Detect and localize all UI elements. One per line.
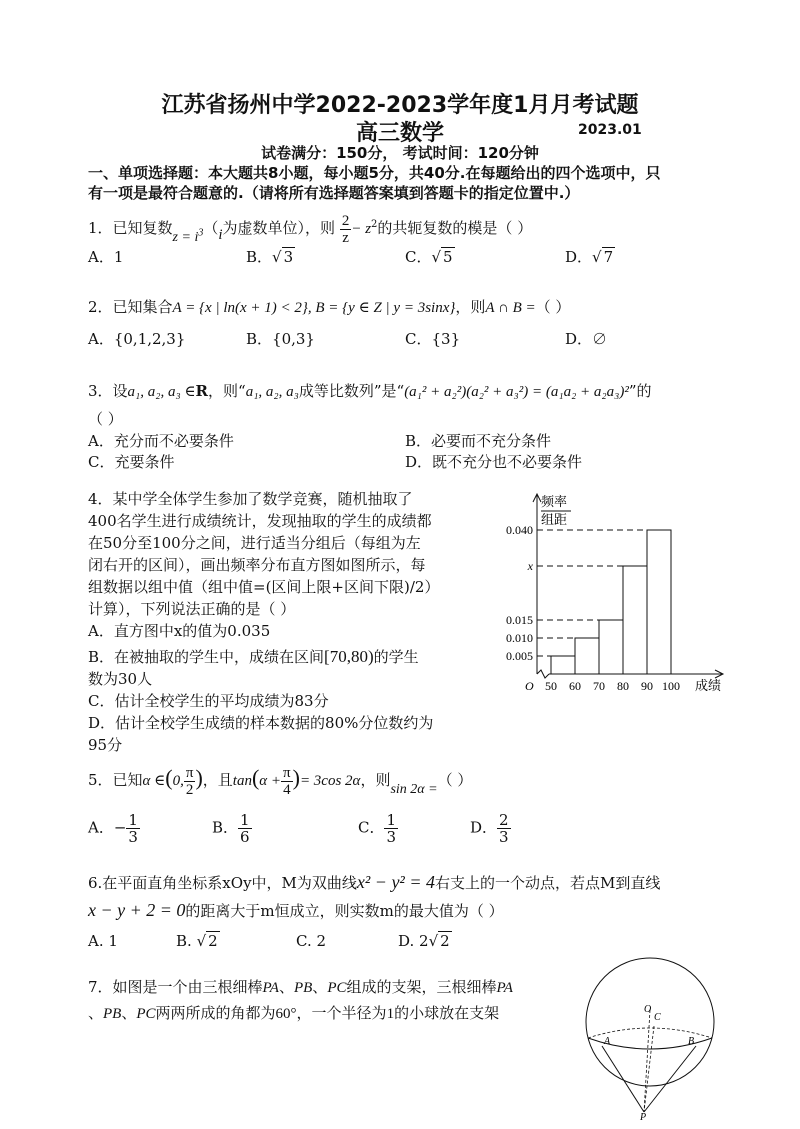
q4-line: 计算），下列说法正确的是（ ） xyxy=(88,600,296,618)
q5-opt-a-d: 3 xyxy=(128,828,138,846)
q7-sep: 、 xyxy=(121,1004,137,1022)
q5-opt-d-d: 3 xyxy=(499,828,509,846)
q5-opt-d-n: 2 xyxy=(499,811,509,829)
q6-hyperbola: x² − y² = 4 xyxy=(356,872,435,892)
axis-break xyxy=(537,670,549,678)
q5-sin: sin 2α = xyxy=(390,782,438,797)
q5-opt-a-sign: − xyxy=(113,818,127,837)
histogram-bar xyxy=(551,656,575,674)
label-p: P xyxy=(640,1112,647,1122)
q3-vars: a₁, a₂, a₃ ∈ xyxy=(127,384,196,400)
q6-suffix: 的距离大于m恒成立，则实数m的最大值为（ ） xyxy=(185,902,504,920)
q6-opt-b-label: B. xyxy=(176,932,192,950)
q2-prefix: 2．已知集合 xyxy=(88,298,173,316)
q5-four: 4 xyxy=(283,781,291,798)
y-axis-label-top: 频率 xyxy=(541,495,568,510)
question-7-line2 xyxy=(88,1002,499,1023)
q4-option-a: A．直方图中x的值为0.035 xyxy=(88,622,271,640)
histogram-group xyxy=(506,494,723,694)
question-6-line2 xyxy=(88,900,504,921)
q7-pb: PB xyxy=(293,980,313,996)
section-heading-line2: 有一项是最符合题意的.（请将所有选择题答案填到答题卡的指定位置中.） xyxy=(88,184,580,202)
q2-sets: A = {x | ln(x + 1) < 2}, B = {y ∈ Z | y = 3sinx} xyxy=(172,300,456,316)
q3-mid2: 成等比数列”是“ xyxy=(298,382,405,400)
q4-line: 闭右开的区间），画出频率分布直方图如图所示，每 xyxy=(88,556,426,574)
q7-radius: 1 xyxy=(386,1006,395,1022)
y-tick-label: 0.040 xyxy=(506,523,533,537)
q1-suffix: 的共轭复数的模是（ ） xyxy=(377,219,533,237)
q1-sup: 3 xyxy=(198,227,204,239)
q6-option-d: D. 2√ 2 xyxy=(398,932,450,950)
q3-option-c: C．充要条件 xyxy=(88,453,175,471)
question-4 xyxy=(88,488,439,756)
question-7 xyxy=(88,976,513,997)
origin-label: O xyxy=(525,679,534,693)
page-title: 江苏省扬州中学2022-2023学年度1月月考试题 xyxy=(161,93,639,118)
q7-pa: PA xyxy=(262,980,279,996)
q1-opt-d-label: D． xyxy=(565,248,593,266)
x-axis-label: 成绩 xyxy=(695,679,722,694)
q7-text: 两两所成的角都为 xyxy=(155,1004,276,1022)
x-tick-label: 60 xyxy=(569,679,581,693)
q7-sep: 、 xyxy=(278,978,294,996)
q6-prefix: 6.在平面直角坐标系xOy中，M为双曲线 xyxy=(88,874,357,892)
q7-sep: 、 xyxy=(88,1004,104,1022)
rod-pb xyxy=(644,1046,696,1112)
histogram-bar xyxy=(623,566,647,674)
q1-opt-c-value: 5 xyxy=(443,248,453,266)
q3-option-d: D．既不充分也不必要条件 xyxy=(405,453,583,471)
q5-opt-b-n: 1 xyxy=(240,811,250,829)
q7-pc: PC xyxy=(327,980,347,996)
rod-pc xyxy=(644,1026,654,1112)
q2-mid: ，则 xyxy=(455,298,486,316)
y-tick-label: 0.015 xyxy=(506,613,533,627)
question-2 xyxy=(88,296,570,317)
q5-opt-c-label: C． xyxy=(358,818,385,837)
exam-date: 2023.01 xyxy=(578,122,642,138)
q6-option-b: B. √ 2 xyxy=(176,932,218,950)
x-tick-label: 80 xyxy=(617,679,629,693)
histogram-bar xyxy=(575,638,599,674)
q2-expr: A ∩ B = xyxy=(485,300,536,316)
x-tick-label: 70 xyxy=(593,679,605,693)
histogram-bar xyxy=(599,620,623,674)
q3-suffix: ”的 xyxy=(628,382,652,400)
q5-opt-b-label: B． xyxy=(212,818,239,837)
label-o: O xyxy=(644,1004,652,1015)
q6-line: x − y + 2 = 0 xyxy=(88,900,186,920)
y-axis-label-bottom: 组距 xyxy=(541,513,568,528)
q5-opt-a-label: A． xyxy=(88,818,114,837)
q2-option-c: C．{3} xyxy=(405,330,461,348)
frequency-histogram xyxy=(485,484,735,704)
q1-opt-b-label: B． xyxy=(246,248,273,266)
q3-real-set: R xyxy=(195,382,209,400)
y-tick-label: x xyxy=(527,559,533,573)
q1-opt-d-value: 7 xyxy=(603,248,614,266)
q5-interval-l: 0, xyxy=(172,773,184,789)
q7-suffix1: 组成的支架，三根细棒 xyxy=(346,978,497,996)
q3-expr: (a₁² + a₂²)(a₂² + a₃²) = (a₁a₂ + a₂a₃)² xyxy=(404,384,629,400)
q1-option-d: D．√ 7 xyxy=(565,248,614,266)
q5-pi: π xyxy=(185,764,194,781)
q1-opt-c-label: C． xyxy=(405,248,432,266)
q2-option-d: D．∅ xyxy=(565,330,608,348)
q1-note2: 为虚数单位），则 xyxy=(222,219,336,237)
q1-frac-n: 2 xyxy=(341,212,350,229)
q1-frac-d: z xyxy=(342,229,349,246)
label-a: A xyxy=(604,1036,611,1047)
q6-opt-d-value: 2 xyxy=(440,932,450,950)
q4-opt-b-text3: 数为30人 xyxy=(88,670,153,688)
x-tick-label: 100 xyxy=(662,679,680,693)
sphere-tripod-figure xyxy=(578,952,728,1122)
question-6 xyxy=(88,872,660,893)
q1-option-c: C．√ 5 xyxy=(405,248,453,266)
q6-mid: 右支上的一个动点，若点M到直线 xyxy=(434,874,661,892)
q1-z-expr: z = i xyxy=(172,230,199,245)
q4-opt-b-text: B．在被抽取的学生中，成绩在区间 xyxy=(88,648,325,666)
question-5: 5．已知α ∈(0, $\frac{\pi}{2}$ )，且tan(α + $\frac{\pi}{4}$ )= 3cos 2α，则sin 2α =（ ） xyxy=(88,764,473,798)
y-tick-label: 0.005 xyxy=(506,649,533,663)
q4-opt-b-interval: [70,80) xyxy=(324,647,374,666)
sphere-outline xyxy=(586,958,714,1086)
q7-pc2: PC xyxy=(136,1006,156,1022)
q7-prefix: 7．如图是一个由三根细棒 xyxy=(88,978,263,996)
q4-line: 在50分至100分之间，进行适当分组后（每组为左 xyxy=(88,534,421,552)
q5-pi2: π xyxy=(283,764,291,781)
x-tick-label: 50 xyxy=(545,679,557,693)
q5-alpha: α ∈ xyxy=(142,773,166,789)
q3-paren: （ ） xyxy=(88,410,123,428)
q6-opt-d-label: D. 2 xyxy=(398,932,429,950)
q5-opt-c-n: 1 xyxy=(386,811,397,829)
q4-line: 组数据以组中值（组中值=(区间上限+区间下限)/2） xyxy=(88,578,440,596)
q5-tan: tan xyxy=(232,773,252,789)
subject-title: 高三数学 xyxy=(355,121,444,146)
q5-mid: ，且 xyxy=(202,771,233,789)
q4-opt-b-text2: 的学生 xyxy=(373,648,419,666)
q6-opt-b-value: 2 xyxy=(208,932,218,950)
q5-option-b xyxy=(212,812,252,845)
q5-prefix: 5．已知 xyxy=(88,771,143,789)
q5-opt-a-n: 1 xyxy=(128,811,138,829)
q7-pa2: PA xyxy=(496,980,513,996)
q2-option-b: B．{0,3} xyxy=(246,330,315,348)
q4-line: 4．某中学全体学生参加了数学竞赛，随机抽取了 xyxy=(88,490,413,508)
q3-vars2: a₁, a₂, a₃ xyxy=(245,384,299,400)
q5-option-c xyxy=(358,812,398,845)
q7-pb2: PB xyxy=(103,1006,122,1022)
exam-meta: 试卷满分：150分， 考试时间：120分钟 xyxy=(261,144,539,162)
q4-option-b xyxy=(88,646,439,668)
q7-text2: ，一个半径为 xyxy=(296,1004,387,1022)
q5-option-a xyxy=(88,812,140,845)
q1-i: i xyxy=(218,227,223,243)
q7-angle: 60° xyxy=(275,1006,297,1022)
q1-option-a: A．1 xyxy=(88,248,124,266)
center-axis xyxy=(644,1010,650,1112)
question-1 xyxy=(88,208,532,247)
q3-option-a: A．充分而不必要条件 xyxy=(88,432,234,450)
label-b: B xyxy=(688,1036,695,1047)
q4-line: 400名学生进行成绩统计，发现抽取的学生的成绩都 xyxy=(88,512,432,530)
q5-option-d xyxy=(470,812,511,845)
q7-sep: 、 xyxy=(312,978,328,996)
section-heading-line1: 一、单项选择题：本大题共8小题，每小题5分，共40分.在每题给出的四个选项中，只 xyxy=(88,164,661,182)
q6-option-c: C. 2 xyxy=(296,932,327,950)
q5-suffix: （ ） xyxy=(437,771,473,789)
q1-opt-b-value: 3 xyxy=(283,248,294,266)
q3-option-b: B．必要而不充分条件 xyxy=(405,432,552,450)
q3-prefix: 3．设 xyxy=(88,382,128,400)
y-tick-label: 0.010 xyxy=(506,631,533,645)
question-3 xyxy=(88,380,652,401)
histogram-bar xyxy=(647,530,671,674)
q5-two: 2 xyxy=(185,781,194,798)
q1-minus-z: − z xyxy=(351,221,372,237)
q2-suffix: （ ） xyxy=(535,298,571,316)
q5-mid2: ，则 xyxy=(360,771,391,789)
q7-text3: 的小球放在支架 xyxy=(394,1004,500,1022)
label-c: C xyxy=(654,1012,661,1023)
rod-pa xyxy=(602,1046,644,1112)
q1-fraction xyxy=(340,213,352,246)
q5-opt-d-label: D． xyxy=(470,818,498,837)
x-tick-label: 90 xyxy=(641,679,653,693)
q4-option-d: D．估计全校学生成绩的样本数据的80%分位数约为 xyxy=(88,714,434,732)
q5-alpha2: α + xyxy=(259,773,282,789)
q6-option-a: A. 1 xyxy=(88,932,118,950)
q1-sup2: 2 xyxy=(371,219,378,230)
q5-opt-b-d: 6 xyxy=(240,828,250,846)
q3-mid: ，则“ xyxy=(208,382,246,400)
q2-option-a: A．{0,1,2,3} xyxy=(88,330,186,348)
q4-option-d-cont: 95分 xyxy=(88,736,123,754)
q5-rhs: = 3cos 2α xyxy=(299,773,361,789)
q1-option-b: B．√ 3 xyxy=(246,248,294,266)
q1-note-open: （ xyxy=(203,219,219,237)
q4-option-c: C．估计全校学生的平均成绩为83分 xyxy=(88,692,329,710)
q1-prefix: 1．已知复数 xyxy=(88,219,173,237)
q5-opt-c-d: 3 xyxy=(386,828,397,846)
